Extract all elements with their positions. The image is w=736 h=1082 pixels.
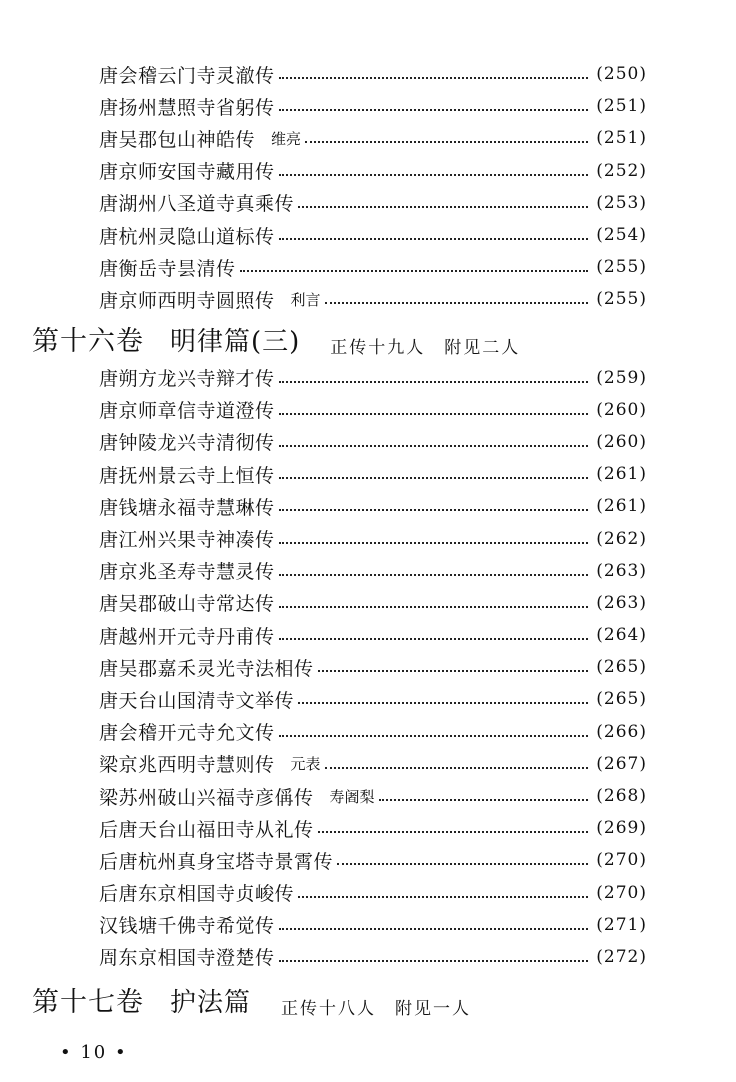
entry-page-number: (262) xyxy=(596,528,647,549)
toc-entry xyxy=(99,155,647,187)
dot-leader xyxy=(279,109,589,111)
dot-leader xyxy=(318,831,589,833)
entry-title: 后唐东京相国寺贞峻传 xyxy=(99,883,295,906)
entry-page-number: (260) xyxy=(596,399,647,420)
toc-entry xyxy=(99,90,647,122)
entry-title: 唐江州兴果寺神凑传 xyxy=(99,529,275,552)
entry-page-number: (271) xyxy=(596,914,647,935)
entry-page-number: (269) xyxy=(596,818,647,839)
entry-title: 周东京相国寺澄楚传 xyxy=(99,947,275,970)
entry-page-number: (270) xyxy=(596,850,647,871)
entry-title: 唐钟陵龙兴寺清彻传 xyxy=(99,432,275,455)
entry-page-number: (265) xyxy=(596,657,647,678)
entry-title: 唐衡岳寺昙清传 xyxy=(99,257,236,280)
entry-page-number: (263) xyxy=(596,560,647,581)
dot-leader xyxy=(298,702,588,704)
toc-entry xyxy=(99,122,647,154)
dot-leader xyxy=(318,670,589,672)
entry-title: 唐京兆圣寿寺慧灵传 xyxy=(99,561,275,584)
dot-leader xyxy=(298,896,588,898)
page-number: • 10 • xyxy=(60,1042,128,1063)
entry-annex: 维亮 xyxy=(271,129,302,148)
dot-leader xyxy=(279,928,589,930)
entry-page-number: (253) xyxy=(596,192,647,213)
entry-group-volume-16 xyxy=(0,362,736,974)
entry-page-number: (264) xyxy=(596,625,647,646)
toc-entry xyxy=(99,458,647,490)
entry-title: 唐杭州灵隐山道标传 xyxy=(99,225,275,248)
toc-entry xyxy=(99,748,647,780)
dot-leader xyxy=(305,141,588,143)
volume-label: 第十七卷 xyxy=(32,987,144,1019)
toc-entry xyxy=(99,844,647,876)
toc-entry xyxy=(99,877,647,909)
toc-entry xyxy=(99,716,647,748)
toc-entry xyxy=(99,362,647,394)
part-title: 护法篇 xyxy=(170,988,252,1019)
dot-leader xyxy=(279,413,589,415)
dot-leader xyxy=(337,863,588,865)
toc-entry xyxy=(99,251,647,283)
section-heading-volume-17 xyxy=(32,977,736,1023)
entry-page-number: (268) xyxy=(596,786,647,807)
toc-entry xyxy=(99,941,647,973)
entry-page-number: (261) xyxy=(596,464,647,485)
entry-page-number: (251) xyxy=(596,128,647,149)
toc-entry xyxy=(99,780,647,812)
toc-entry xyxy=(99,683,647,715)
dot-leader xyxy=(279,381,589,383)
entry-annex: 寿阇梨 xyxy=(329,787,375,806)
dot-leader xyxy=(279,174,589,176)
dot-leader xyxy=(279,638,589,640)
entry-page-number: (255) xyxy=(596,257,647,278)
entry-page-number: (267) xyxy=(596,753,647,774)
toc-entry xyxy=(99,219,647,251)
dot-leader xyxy=(279,509,589,511)
toc-entry xyxy=(99,394,647,426)
entry-page-number: (260) xyxy=(596,431,647,452)
entry-title: 唐扬州慧照寺省躬传 xyxy=(99,96,275,119)
entry-title: 唐吴郡破山寺常达传 xyxy=(99,593,275,616)
entry-title: 唐朔方龙兴寺辩才传 xyxy=(99,368,275,391)
entry-page-number: (259) xyxy=(596,367,647,388)
toc-entry xyxy=(99,426,647,458)
dot-leader xyxy=(279,77,589,79)
biography-count: 正传十八人 附见一人 xyxy=(281,999,472,1020)
toc-entry xyxy=(99,587,647,619)
entry-title: 唐吴郡嘉禾灵光寺法相传 xyxy=(99,657,314,680)
entry-title: 唐吴郡包山神皓传 xyxy=(99,128,256,151)
toc-entry xyxy=(99,619,647,651)
entry-page-number: (254) xyxy=(596,225,647,246)
toc-entry xyxy=(99,522,647,554)
entry-page-number: (263) xyxy=(596,592,647,613)
toc-entry xyxy=(99,58,647,90)
dot-leader xyxy=(379,799,589,801)
toc-entry xyxy=(99,283,647,315)
entry-annex: 利言 xyxy=(290,290,321,309)
toc-entry xyxy=(99,812,647,844)
dot-leader xyxy=(279,574,589,576)
entry-group-volume-15 xyxy=(0,58,736,316)
dot-leader xyxy=(279,238,589,240)
toc-entry xyxy=(99,909,647,941)
dot-leader xyxy=(279,445,589,447)
biography-count: 正传十九人 附见二人 xyxy=(330,337,521,358)
entry-title: 唐会稽云门寺灵澈传 xyxy=(99,64,275,87)
section-heading-volume-16 xyxy=(32,316,736,362)
entry-title: 后唐杭州真身宝塔寺景霄传 xyxy=(99,850,334,873)
entry-title: 梁苏州破山兴福寺彦偁传 xyxy=(99,786,314,809)
dot-leader xyxy=(325,302,589,304)
dot-leader xyxy=(279,477,589,479)
entry-page-number: (272) xyxy=(596,946,647,967)
entry-page-number: (250) xyxy=(596,64,647,85)
entry-title: 唐京师章信寺道澄传 xyxy=(99,400,275,423)
table-of-contents xyxy=(0,58,736,1023)
dot-leader xyxy=(325,767,589,769)
entry-title: 唐越州开元寺丹甫传 xyxy=(99,625,275,648)
toc-entry xyxy=(99,651,647,683)
dot-leader xyxy=(279,606,589,608)
toc-entry xyxy=(99,555,647,587)
dot-leader xyxy=(279,735,589,737)
part-title: 明律篇(三) xyxy=(170,326,301,357)
entry-page-number: (270) xyxy=(596,882,647,903)
entry-page-number: (252) xyxy=(596,160,647,181)
dot-leader xyxy=(279,960,589,962)
entry-page-number: (255) xyxy=(596,289,647,310)
entry-title: 后唐天台山福田寺从礼传 xyxy=(99,818,314,841)
entry-annex: 元表 xyxy=(290,755,321,774)
entry-title: 唐京师西明寺圆照传 xyxy=(99,289,275,312)
dot-leader xyxy=(298,206,588,208)
volume-label: 第十六卷 xyxy=(32,325,144,357)
entry-title: 唐天台山国清寺文举传 xyxy=(99,689,295,712)
entry-page-number: (251) xyxy=(596,96,647,117)
dot-leader xyxy=(240,270,589,272)
entry-title: 汉钱塘千佛寺希觉传 xyxy=(99,915,275,938)
entry-title: 梁京兆西明寺慧则传 xyxy=(99,754,275,777)
entry-page-number: (265) xyxy=(596,689,647,710)
entry-page-number: (266) xyxy=(596,721,647,742)
entry-title: 唐京师安国寺藏用传 xyxy=(99,161,275,184)
entry-title: 唐会稽开元寺允文传 xyxy=(99,722,275,745)
entry-title: 唐钱塘永福寺慧琳传 xyxy=(99,496,275,519)
toc-entry xyxy=(99,490,647,522)
entry-title: 唐抚州景云寺上恒传 xyxy=(99,464,275,487)
dot-leader xyxy=(279,542,589,544)
entry-title: 唐湖州八圣道寺真乘传 xyxy=(99,193,295,216)
toc-entry xyxy=(99,187,647,219)
entry-page-number: (261) xyxy=(596,496,647,517)
